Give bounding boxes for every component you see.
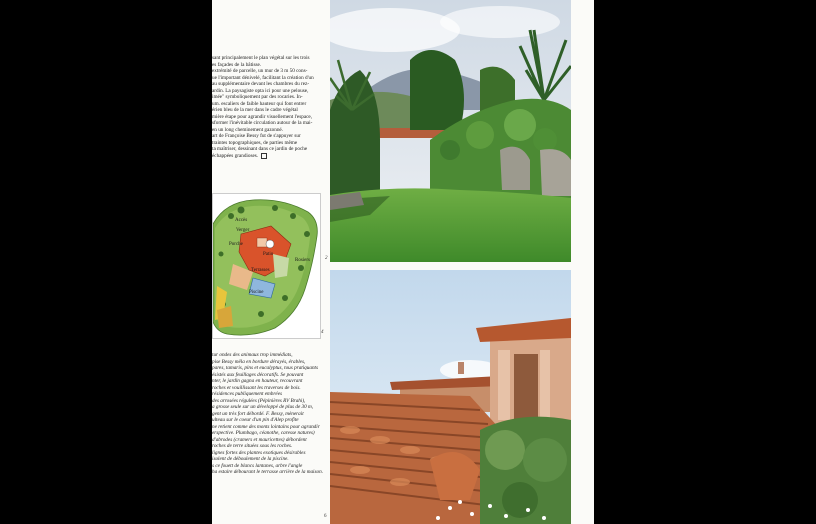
garden-lawn-illustration bbox=[330, 0, 571, 262]
text-line: extrémité de parcelle, un mur de 3 m 50 cons- bbox=[212, 68, 308, 74]
plan-label-patio: Patio bbox=[263, 252, 274, 257]
plan-label-rosiers: Rosiers bbox=[295, 258, 310, 263]
text-line: sformer l'inévitable circulation autour de la mai- bbox=[212, 120, 313, 126]
article-text-top bbox=[212, 55, 330, 159]
garden-plan-drawing bbox=[213, 194, 320, 338]
text-line: roches et vouillissant les traverses de bois. bbox=[212, 384, 301, 391]
text-line: es façades de la bâtisse. bbox=[212, 61, 262, 68]
article-text-bottom bbox=[212, 352, 330, 476]
text-line: érien bleu de la mer dans le cadre végétal bbox=[212, 107, 298, 113]
text-line: d'abrodes (cramers et mauricettes) débordent bbox=[212, 436, 307, 443]
plan-label-acces: Accès bbox=[235, 218, 248, 223]
plan-label-terrasses: Terrasses bbox=[251, 268, 270, 273]
roof-terrace-photo bbox=[330, 270, 571, 524]
text-line: des arrosées régulées (Pépinières RV Brahi), bbox=[212, 397, 306, 404]
text-line: lignes fortes des plantes exotiques désirables bbox=[212, 449, 306, 456]
text-line: gent un très fort débordé. F. Bessy, mènerait bbox=[212, 410, 304, 417]
text-line: mière étape pour agrandir visuellement l'espace, bbox=[212, 113, 313, 120]
text-line: roches de terre situées sous les roches. bbox=[212, 443, 293, 449]
text-line: sant principalement le plan végétal sur les trois bbox=[212, 55, 310, 61]
text-line: um. escaliers de faible hauteur qui font entrer bbox=[212, 100, 307, 107]
text-line: pares, tamaris, pins et eucalyptus, tous pratiquants bbox=[212, 365, 319, 371]
figure-number-plan: 4 bbox=[321, 330, 324, 335]
garden-plan bbox=[212, 193, 321, 339]
text-line: nter, le jardin gagna en hauteur, recouvrant bbox=[212, 378, 303, 384]
text-line-last bbox=[212, 153, 330, 160]
text-line: ha estaire débourant le terrasse arrière de la maison. bbox=[212, 469, 323, 475]
text-line: échappées grandioses. bbox=[212, 152, 259, 159]
page-number: 6 bbox=[324, 514, 327, 519]
text-line: pise Bessy mêla en bordure dérayés, érables, bbox=[212, 358, 306, 365]
text-line: erspective. Plumbago, céanothe, caresse natures) bbox=[212, 430, 315, 436]
text-line: isolent de déboulement de la piscine. bbox=[212, 456, 289, 462]
plan-label-verger: Verger bbox=[236, 228, 250, 233]
text-line: ulteau sur le coeur d'un pin d'Alep profite bbox=[212, 417, 299, 423]
text-line: résidences publiquement embrées bbox=[212, 391, 283, 397]
plan-label-porche: Porche bbox=[229, 242, 243, 247]
text-line: ne retient comme des monts lointains pour agrandir bbox=[212, 423, 320, 430]
text-line: s ce fouett de blancs lantanes, arbre l'angle bbox=[212, 462, 303, 469]
text-line: a grosse seule sur un développé de plus de 30 m, bbox=[212, 404, 314, 410]
roof-terrace-illustration bbox=[330, 270, 571, 524]
plan-label-piscine: Piscine bbox=[249, 290, 264, 295]
text-line: au supplémentaire devant les chambres du rez- bbox=[212, 81, 310, 87]
text-line: tur ondes des animaux trop immédiats, bbox=[212, 352, 293, 358]
magazine-page bbox=[212, 0, 594, 524]
end-mark-icon bbox=[261, 153, 267, 159]
text-line: traintes topographiques, de parties même bbox=[212, 139, 298, 146]
text-line: ue l'important dénivelé, facilitant la création d'un bbox=[212, 74, 314, 81]
text-line: imée" symboliquement par des rocaries. In- bbox=[212, 94, 303, 100]
garden-lawn-photo bbox=[330, 0, 571, 262]
figure-number-top: 2 bbox=[325, 256, 328, 261]
text-line: ésistés aux feuillages décoratifs. Se pouvant bbox=[212, 371, 304, 378]
text-line: en un long cheminement gazonné. bbox=[212, 126, 284, 133]
text-line: ta maîtriser, dessinant dans ce jardin de poche bbox=[212, 146, 308, 152]
text-line: art de Françoise Bessy fut de s'appuyer sur bbox=[212, 133, 301, 139]
text-line: ardin. La paysagiste opta ici pour une pelouse, bbox=[212, 87, 309, 94]
